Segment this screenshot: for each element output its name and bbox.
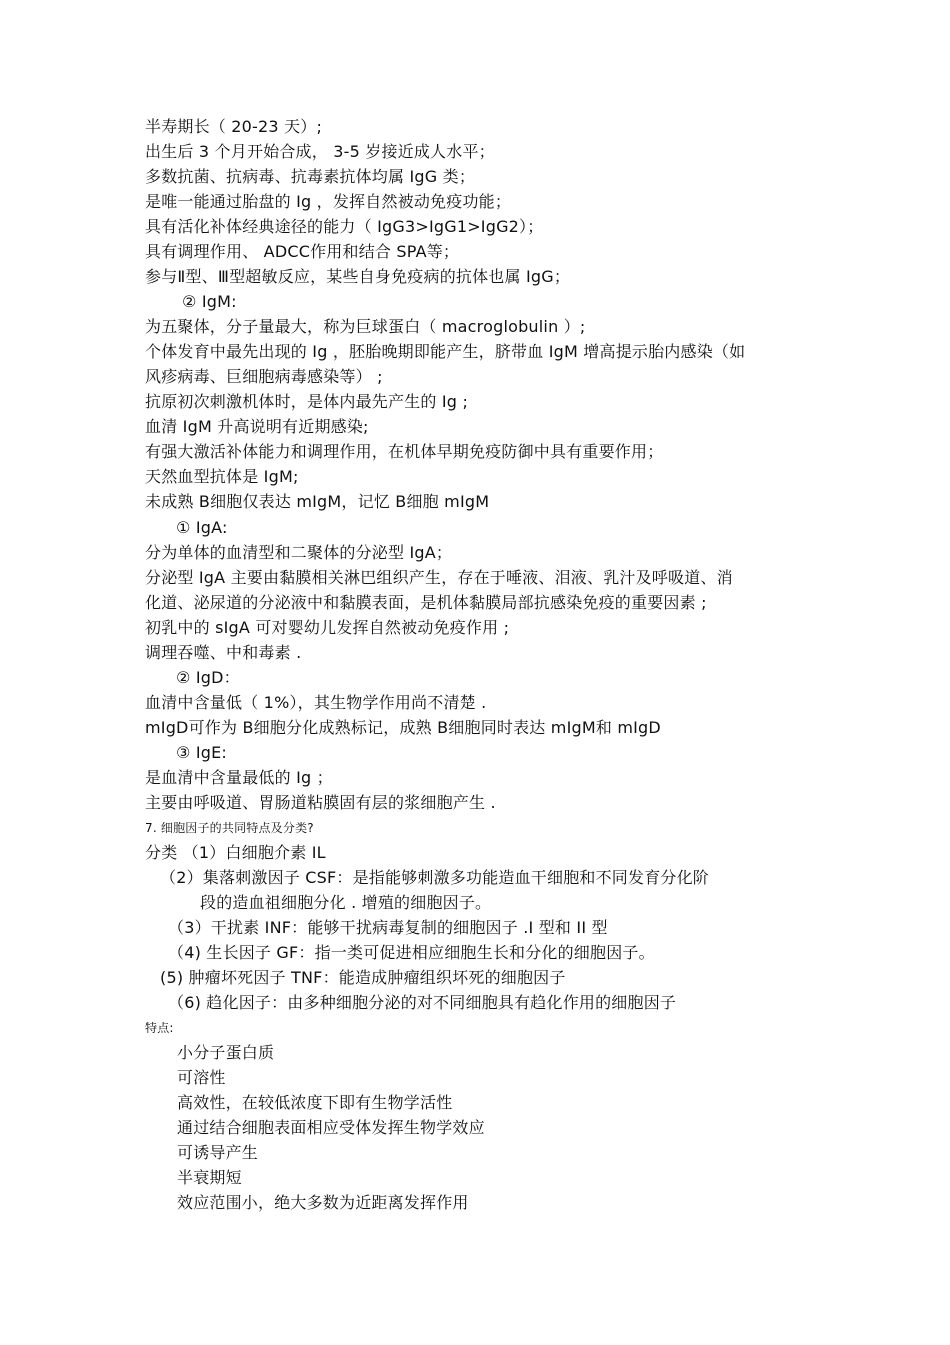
classify-line-5: （4) 生长因子 GF：指一类可促进相应细胞生长和分化的细胞因子。 [168, 943, 655, 962]
iga-line-2: 分泌型 IgA 主要由黏膜相关淋巴组织产生，存在于唾液、泪液、乳汁及呼吸道、消 [145, 568, 733, 587]
classify-line-6: (5) 肿瘤坏死因子 TNF：能造成肿瘤组织坏死的细胞因子 [160, 968, 566, 987]
igm-line-4: 抗原初次刺激机体时，是体内最先产生的 Ig ; [145, 392, 469, 411]
feature-item-5: 可诱导产生 [177, 1143, 259, 1162]
igd-heading: ② IgD： [176, 668, 240, 687]
iga-line-4: 初乳中的 sIgA 可对婴幼儿发挥自然被动免疫作用 ; [145, 618, 510, 637]
igm-line-5: 血清 IgM 升高说明有近期感染; [145, 417, 369, 436]
igg-line-5: 具有活化补体经典途径的能力（ IgG3>IgG1>IgG2）； [145, 217, 544, 236]
classify-line-1: 分类 （1）白细胞介素 IL [145, 843, 326, 862]
classify-line-4: （3）干扰素 INF：能够干扰病毒复制的细胞因子 .I 型和 II 型 [168, 918, 608, 937]
feature-item-6: 半衰期短 [177, 1168, 242, 1187]
feature-item-3: 高效性，在较低浓度下即有生物学活性 [177, 1093, 453, 1112]
iga-line-1: 分为单体的血清型和二聚体的分泌型 IgA； [145, 543, 453, 562]
igg-line-4: 是唯一能通过胎盘的 Ig ，发挥自然被动免疫功能； [145, 192, 512, 211]
igm-line-2: 个体发育中最先出现的 Ig ，胚胎晚期即能产生，脐带血 IgM 增高提示胎内感染（如 [145, 342, 746, 361]
features-label: 特点: [145, 1021, 174, 1035]
igm-line-7: 天然血型抗体是 IgM; [145, 467, 299, 486]
igm-line-1: 为五聚体，分子量最大，称为巨球蛋白（ macroglobulin ）; [145, 317, 586, 336]
ige-heading: ③ IgE: [176, 743, 228, 762]
igd-line-2: mIgD可作为 B细胞分化成熟标记，成熟 B细胞同时表达 mIgM和 mIgD [145, 718, 661, 737]
classify-line-3: 段的造血祖细胞分化 . 增殖的细胞因子。 [200, 893, 492, 912]
igg-line-2: 出生后 3 个月开始合成， 3-5 岁接近成人水平； [145, 142, 495, 161]
igg-line-1: 半寿期长（ 20-23 天）; [145, 117, 323, 136]
classify-line-2: （2）集落刺激因子 CSF：是指能够刺激多功能造血干细胞和不同发育分化阶 [160, 868, 709, 887]
iga-line-3: 化道、泌尿道的分泌液中和黏膜表面，是机体黏膜局部抗感染免疫的重要因素 ; [145, 593, 707, 612]
igm-line-6: 有强大激活补体能力和调理作用，在机体早期免疫防御中具有重要作用； [145, 442, 664, 461]
classify-line-7: （6) 趋化因子：由多种细胞分泌的对不同细胞具有趋化作用的细胞因子 [168, 993, 677, 1012]
ige-line-2: 主要由呼吸道、胃肠道粘膜固有层的浆细胞产生 . [145, 793, 496, 812]
igg-line-7: 参与Ⅱ型、Ⅲ型超敏反应，某些自身免疫病的抗体也属 IgG； [145, 267, 571, 286]
ige-line-1: 是血清中含量最低的 Ig ； [145, 768, 333, 787]
iga-line-5: 调理吞噬、中和毒素 . [145, 643, 302, 662]
cytokine-question: 7. 细胞因子的共同特点及分类? [145, 821, 314, 835]
igm-line-8: 未成熟 B细胞仅表达 mIgM，记忆 B细胞 mIgM [145, 492, 490, 511]
feature-item-2: 可溶性 [177, 1068, 226, 1087]
igg-line-3: 多数抗菌、抗病毒、抗毒素抗体均属 IgG 类； [145, 167, 476, 186]
feature-item-1: 小分子蛋白质 [177, 1043, 275, 1062]
iga-heading: ① IgA: [176, 518, 228, 537]
igm-heading: ② IgM: [182, 292, 237, 311]
igd-line-1: 血清中含量低（ 1%），其生物学作用尚不清楚 . [145, 693, 487, 712]
feature-item-7: 效应范围小，绝大多数为近距离发挥作用 [177, 1193, 469, 1212]
igg-line-6: 具有调理作用、 ADCC作用和结合 SPA等； [145, 242, 460, 261]
igm-line-3: 风疹病毒、巨细胞病毒感染等） ; [145, 367, 383, 386]
feature-item-4: 通过结合细胞表面相应受体发挥生物学效应 [177, 1118, 485, 1137]
